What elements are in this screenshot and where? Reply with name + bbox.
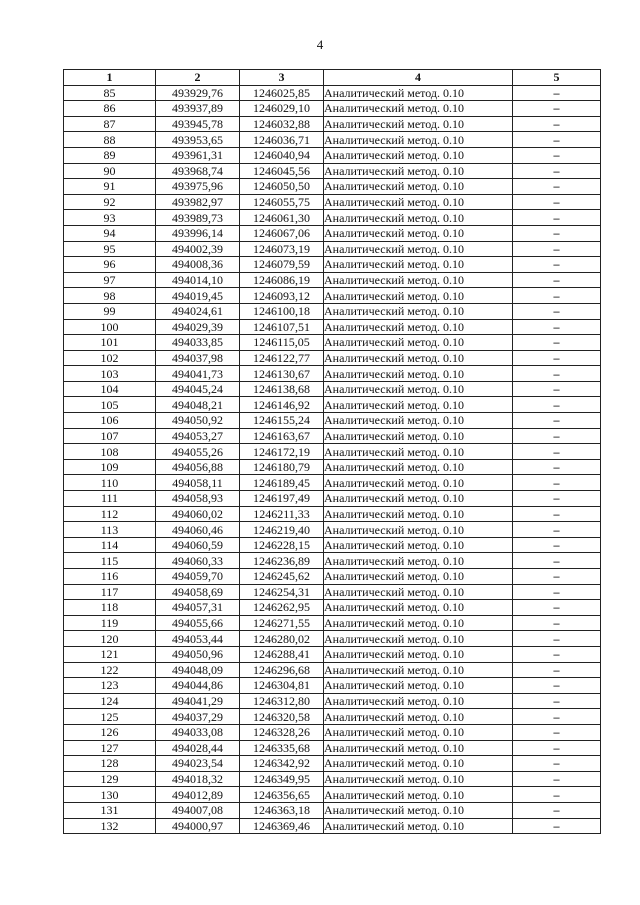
point-number-cell: 109 xyxy=(64,459,156,475)
table-body xyxy=(64,85,601,834)
y-coordinate-cell: 1246107,51 xyxy=(240,319,324,335)
x-coordinate-cell: 493945,78 xyxy=(156,116,240,132)
table-header-row xyxy=(64,70,601,86)
table-row xyxy=(64,600,601,616)
x-coordinate-cell: 494048,21 xyxy=(156,397,240,413)
dash-cell: – xyxy=(513,459,601,475)
y-coordinate-cell: 1246130,67 xyxy=(240,366,324,382)
method-cell: Аналитический метод. 0.10 xyxy=(324,194,513,210)
y-coordinate-cell: 1246254,31 xyxy=(240,584,324,600)
point-number-cell: 111 xyxy=(64,491,156,507)
x-coordinate-cell: 494055,26 xyxy=(156,444,240,460)
x-coordinate-cell: 494037,29 xyxy=(156,709,240,725)
point-number-cell: 127 xyxy=(64,740,156,756)
dash-cell: – xyxy=(513,522,601,538)
table-row xyxy=(64,132,601,148)
page-number: 4 xyxy=(316,37,324,52)
point-number-cell: 120 xyxy=(64,631,156,647)
y-coordinate-cell: 1246115,05 xyxy=(240,335,324,351)
dash-cell: – xyxy=(513,506,601,522)
method-cell: Аналитический метод. 0.10 xyxy=(324,428,513,444)
dash-cell: – xyxy=(513,631,601,647)
dash-cell: – xyxy=(513,147,601,163)
dash-cell: – xyxy=(513,210,601,226)
dash-cell: – xyxy=(513,537,601,553)
point-number-cell: 88 xyxy=(64,132,156,148)
table-row xyxy=(64,335,601,351)
point-number-cell: 106 xyxy=(64,413,156,429)
x-coordinate-cell: 494033,85 xyxy=(156,335,240,351)
method-cell: Аналитический метод. 0.10 xyxy=(324,724,513,740)
table-row xyxy=(64,459,601,475)
dash-cell: – xyxy=(513,709,601,725)
dash-cell: – xyxy=(513,444,601,460)
method-cell: Аналитический метод. 0.10 xyxy=(324,740,513,756)
x-coordinate-cell: 493996,14 xyxy=(156,225,240,241)
y-coordinate-cell: 1246050,50 xyxy=(240,179,324,195)
table-row xyxy=(64,257,601,273)
table-row xyxy=(64,147,601,163)
table-row xyxy=(64,241,601,257)
table-row xyxy=(64,210,601,226)
x-coordinate-cell: 493961,31 xyxy=(156,147,240,163)
table-row xyxy=(64,787,601,803)
x-coordinate-cell: 493968,74 xyxy=(156,163,240,179)
y-coordinate-cell: 1246036,71 xyxy=(240,132,324,148)
method-cell: Аналитический метод. 0.10 xyxy=(324,132,513,148)
x-coordinate-cell: 494048,09 xyxy=(156,662,240,678)
dash-cell: – xyxy=(513,85,601,101)
x-coordinate-cell: 493989,73 xyxy=(156,210,240,226)
y-coordinate-cell: 1246138,68 xyxy=(240,381,324,397)
table-row xyxy=(64,662,601,678)
column-header-5: 5 xyxy=(513,70,601,86)
method-cell: Аналитический метод. 0.10 xyxy=(324,646,513,662)
column-header-3: 3 xyxy=(240,70,324,86)
method-cell: Аналитический метод. 0.10 xyxy=(324,678,513,694)
point-number-cell: 125 xyxy=(64,709,156,725)
y-coordinate-cell: 1246040,94 xyxy=(240,147,324,163)
dash-cell: – xyxy=(513,225,601,241)
y-coordinate-cell: 1246122,77 xyxy=(240,350,324,366)
point-number-cell: 85 xyxy=(64,85,156,101)
y-coordinate-cell: 1246086,19 xyxy=(240,272,324,288)
dash-cell: – xyxy=(513,475,601,491)
y-coordinate-cell: 1246342,92 xyxy=(240,756,324,772)
dash-cell: – xyxy=(513,787,601,803)
table-row xyxy=(64,194,601,210)
x-coordinate-cell: 494050,96 xyxy=(156,646,240,662)
y-coordinate-cell: 1246189,45 xyxy=(240,475,324,491)
point-number-cell: 114 xyxy=(64,537,156,553)
y-coordinate-cell: 1246312,80 xyxy=(240,693,324,709)
table-row xyxy=(64,475,601,491)
method-cell: Аналитический метод. 0.10 xyxy=(324,257,513,273)
method-cell: Аналитический метод. 0.10 xyxy=(324,756,513,772)
method-cell: Аналитический метод. 0.10 xyxy=(324,475,513,491)
y-coordinate-cell: 1246029,10 xyxy=(240,101,324,117)
y-coordinate-cell: 1246093,12 xyxy=(240,288,324,304)
dash-cell: – xyxy=(513,740,601,756)
y-coordinate-cell: 1246236,89 xyxy=(240,553,324,569)
method-cell: Аналитический метод. 0.10 xyxy=(324,288,513,304)
point-number-cell: 118 xyxy=(64,600,156,616)
dash-cell: – xyxy=(513,132,601,148)
table-row xyxy=(64,101,601,117)
dash-cell: – xyxy=(513,257,601,273)
method-cell: Аналитический метод. 0.10 xyxy=(324,459,513,475)
dash-cell: – xyxy=(513,397,601,413)
method-cell: Аналитический метод. 0.10 xyxy=(324,210,513,226)
point-number-cell: 98 xyxy=(64,288,156,304)
point-number-cell: 95 xyxy=(64,241,156,257)
dash-cell: – xyxy=(513,194,601,210)
point-number-cell: 113 xyxy=(64,522,156,538)
table-row xyxy=(64,428,601,444)
dash-cell: – xyxy=(513,662,601,678)
point-number-cell: 115 xyxy=(64,553,156,569)
point-number-cell: 104 xyxy=(64,381,156,397)
method-cell: Аналитический метод. 0.10 xyxy=(324,413,513,429)
x-coordinate-cell: 494058,69 xyxy=(156,584,240,600)
method-cell: Аналитический метод. 0.10 xyxy=(324,491,513,507)
dash-cell: – xyxy=(513,241,601,257)
x-coordinate-cell: 494019,45 xyxy=(156,288,240,304)
method-cell: Аналитический метод. 0.10 xyxy=(324,397,513,413)
method-cell: Аналитический метод. 0.10 xyxy=(324,335,513,351)
point-number-cell: 91 xyxy=(64,179,156,195)
dash-cell: – xyxy=(513,818,601,834)
method-cell: Аналитический метод. 0.10 xyxy=(324,444,513,460)
method-cell: Аналитический метод. 0.10 xyxy=(324,537,513,553)
method-cell: Аналитический метод. 0.10 xyxy=(324,303,513,319)
dash-cell: – xyxy=(513,600,601,616)
table-row xyxy=(64,350,601,366)
column-header-1: 1 xyxy=(64,70,156,86)
dash-cell: – xyxy=(513,771,601,787)
dash-cell: – xyxy=(513,678,601,694)
method-cell: Аналитический метод. 0.10 xyxy=(324,771,513,787)
table-row xyxy=(64,163,601,179)
y-coordinate-cell: 1246304,81 xyxy=(240,678,324,694)
table-row xyxy=(64,272,601,288)
y-coordinate-cell: 1246328,26 xyxy=(240,724,324,740)
point-number-cell: 124 xyxy=(64,693,156,709)
y-coordinate-cell: 1246197,49 xyxy=(240,491,324,507)
y-coordinate-cell: 1246228,15 xyxy=(240,537,324,553)
y-coordinate-cell: 1246211,33 xyxy=(240,506,324,522)
x-coordinate-cell: 494045,24 xyxy=(156,381,240,397)
x-coordinate-cell: 494041,29 xyxy=(156,693,240,709)
table-row xyxy=(64,319,601,335)
dash-cell: – xyxy=(513,350,601,366)
point-number-cell: 92 xyxy=(64,194,156,210)
dash-cell: – xyxy=(513,584,601,600)
point-number-cell: 107 xyxy=(64,428,156,444)
table-row xyxy=(64,724,601,740)
dash-cell: – xyxy=(513,724,601,740)
point-number-cell: 123 xyxy=(64,678,156,694)
dash-cell: – xyxy=(513,179,601,195)
method-cell: Аналитический метод. 0.10 xyxy=(324,615,513,631)
y-coordinate-cell: 1246356,65 xyxy=(240,787,324,803)
point-number-cell: 96 xyxy=(64,257,156,273)
x-coordinate-cell: 493937,89 xyxy=(156,101,240,117)
table-row xyxy=(64,740,601,756)
table-row xyxy=(64,506,601,522)
x-coordinate-cell: 494050,92 xyxy=(156,413,240,429)
dash-cell: – xyxy=(513,381,601,397)
point-number-cell: 128 xyxy=(64,756,156,772)
table-row xyxy=(64,381,601,397)
table-row xyxy=(64,537,601,553)
table-row xyxy=(64,397,601,413)
x-coordinate-cell: 494059,70 xyxy=(156,569,240,585)
dash-cell: – xyxy=(513,335,601,351)
dash-cell: – xyxy=(513,569,601,585)
method-cell: Аналитический метод. 0.10 xyxy=(324,116,513,132)
table-row xyxy=(64,569,601,585)
table-row xyxy=(64,693,601,709)
method-cell: Аналитический метод. 0.10 xyxy=(324,553,513,569)
method-cell: Аналитический метод. 0.10 xyxy=(324,225,513,241)
method-cell: Аналитический метод. 0.10 xyxy=(324,506,513,522)
point-number-cell: 121 xyxy=(64,646,156,662)
method-cell: Аналитический метод. 0.10 xyxy=(324,350,513,366)
table-row xyxy=(64,366,601,382)
method-cell: Аналитический метод. 0.10 xyxy=(324,569,513,585)
method-cell: Аналитический метод. 0.10 xyxy=(324,272,513,288)
point-number-cell: 132 xyxy=(64,818,156,834)
table-row xyxy=(64,522,601,538)
table-row xyxy=(64,584,601,600)
x-coordinate-cell: 494060,59 xyxy=(156,537,240,553)
dash-cell: – xyxy=(513,428,601,444)
column-header-4: 4 xyxy=(324,70,513,86)
x-coordinate-cell: 494012,89 xyxy=(156,787,240,803)
table-row xyxy=(64,631,601,647)
point-number-cell: 105 xyxy=(64,397,156,413)
x-coordinate-cell: 494044,86 xyxy=(156,678,240,694)
table-row xyxy=(64,444,601,460)
point-number-cell: 116 xyxy=(64,569,156,585)
y-coordinate-cell: 1246045,56 xyxy=(240,163,324,179)
method-cell: Аналитический метод. 0.10 xyxy=(324,693,513,709)
column-header-2: 2 xyxy=(156,70,240,86)
x-coordinate-cell: 493975,96 xyxy=(156,179,240,195)
x-coordinate-cell: 494028,44 xyxy=(156,740,240,756)
method-cell: Аналитический метод. 0.10 xyxy=(324,662,513,678)
point-number-cell: 97 xyxy=(64,272,156,288)
y-coordinate-cell: 1246262,95 xyxy=(240,600,324,616)
x-coordinate-cell: 494018,32 xyxy=(156,771,240,787)
point-number-cell: 126 xyxy=(64,724,156,740)
y-coordinate-cell: 1246032,88 xyxy=(240,116,324,132)
method-cell: Аналитический метод. 0.10 xyxy=(324,802,513,818)
point-number-cell: 119 xyxy=(64,615,156,631)
table-row xyxy=(64,491,601,507)
x-coordinate-cell: 494008,36 xyxy=(156,257,240,273)
x-coordinate-cell: 494014,10 xyxy=(156,272,240,288)
table-row xyxy=(64,85,601,101)
point-number-cell: 93 xyxy=(64,210,156,226)
y-coordinate-cell: 1246296,68 xyxy=(240,662,324,678)
y-coordinate-cell: 1246061,30 xyxy=(240,210,324,226)
y-coordinate-cell: 1246349,95 xyxy=(240,771,324,787)
point-number-cell: 131 xyxy=(64,802,156,818)
point-number-cell: 101 xyxy=(64,335,156,351)
x-coordinate-cell: 494023,54 xyxy=(156,756,240,772)
y-coordinate-cell: 1246100,18 xyxy=(240,303,324,319)
table-row xyxy=(64,553,601,569)
y-coordinate-cell: 1246363,18 xyxy=(240,802,324,818)
y-coordinate-cell: 1246288,41 xyxy=(240,646,324,662)
y-coordinate-cell: 1246163,67 xyxy=(240,428,324,444)
table-row xyxy=(64,413,601,429)
point-number-cell: 122 xyxy=(64,662,156,678)
point-number-cell: 102 xyxy=(64,350,156,366)
y-coordinate-cell: 1246025,85 xyxy=(240,85,324,101)
table-row xyxy=(64,179,601,195)
y-coordinate-cell: 1246219,40 xyxy=(240,522,324,538)
point-number-cell: 94 xyxy=(64,225,156,241)
y-coordinate-cell: 1246180,79 xyxy=(240,459,324,475)
y-coordinate-cell: 1246271,55 xyxy=(240,615,324,631)
point-number-cell: 99 xyxy=(64,303,156,319)
method-cell: Аналитический метод. 0.10 xyxy=(324,522,513,538)
x-coordinate-cell: 494058,93 xyxy=(156,491,240,507)
y-coordinate-cell: 1246146,92 xyxy=(240,397,324,413)
dash-cell: – xyxy=(513,413,601,429)
x-coordinate-cell: 494058,11 xyxy=(156,475,240,491)
x-coordinate-cell: 494037,98 xyxy=(156,350,240,366)
y-coordinate-cell: 1246155,24 xyxy=(240,413,324,429)
y-coordinate-cell: 1246073,19 xyxy=(240,241,324,257)
table-row xyxy=(64,709,601,725)
point-number-cell: 110 xyxy=(64,475,156,491)
dash-cell: – xyxy=(513,101,601,117)
table-row xyxy=(64,116,601,132)
dash-cell: – xyxy=(513,116,601,132)
dash-cell: – xyxy=(513,756,601,772)
table-row xyxy=(64,615,601,631)
method-cell: Аналитический метод. 0.10 xyxy=(324,147,513,163)
point-number-cell: 90 xyxy=(64,163,156,179)
dash-cell: – xyxy=(513,646,601,662)
method-cell: Аналитический метод. 0.10 xyxy=(324,241,513,257)
x-coordinate-cell: 493953,65 xyxy=(156,132,240,148)
dash-cell: – xyxy=(513,319,601,335)
dash-cell: – xyxy=(513,366,601,382)
point-number-cell: 129 xyxy=(64,771,156,787)
x-coordinate-cell: 494057,31 xyxy=(156,600,240,616)
y-coordinate-cell: 1246320,58 xyxy=(240,709,324,725)
method-cell: Аналитический метод. 0.10 xyxy=(324,179,513,195)
y-coordinate-cell: 1246280,02 xyxy=(240,631,324,647)
x-coordinate-cell: 494055,66 xyxy=(156,615,240,631)
dash-cell: – xyxy=(513,303,601,319)
dash-cell: – xyxy=(513,615,601,631)
point-number-cell: 112 xyxy=(64,506,156,522)
y-coordinate-cell: 1246245,62 xyxy=(240,569,324,585)
point-number-cell: 108 xyxy=(64,444,156,460)
dash-cell: – xyxy=(513,693,601,709)
table-row xyxy=(64,678,601,694)
table-row xyxy=(64,771,601,787)
method-cell: Аналитический метод. 0.10 xyxy=(324,101,513,117)
method-cell: Аналитический метод. 0.10 xyxy=(324,366,513,382)
point-number-cell: 130 xyxy=(64,787,156,803)
method-cell: Аналитический метод. 0.10 xyxy=(324,163,513,179)
x-coordinate-cell: 494007,08 xyxy=(156,802,240,818)
method-cell: Аналитический метод. 0.10 xyxy=(324,818,513,834)
coordinates-table xyxy=(63,69,601,834)
x-coordinate-cell: 494024,61 xyxy=(156,303,240,319)
method-cell: Аналитический метод. 0.10 xyxy=(324,584,513,600)
y-coordinate-cell: 1246335,68 xyxy=(240,740,324,756)
method-cell: Аналитический метод. 0.10 xyxy=(324,600,513,616)
x-coordinate-cell: 494033,08 xyxy=(156,724,240,740)
method-cell: Аналитический метод. 0.10 xyxy=(324,319,513,335)
x-coordinate-cell: 493929,76 xyxy=(156,85,240,101)
table-row xyxy=(64,303,601,319)
y-coordinate-cell: 1246055,75 xyxy=(240,194,324,210)
x-coordinate-cell: 494041,73 xyxy=(156,366,240,382)
method-cell: Аналитический метод. 0.10 xyxy=(324,85,513,101)
dash-cell: – xyxy=(513,288,601,304)
x-coordinate-cell: 494060,02 xyxy=(156,506,240,522)
y-coordinate-cell: 1246369,46 xyxy=(240,818,324,834)
x-coordinate-cell: 494056,88 xyxy=(156,459,240,475)
x-coordinate-cell: 494060,46 xyxy=(156,522,240,538)
table-row xyxy=(64,225,601,241)
x-coordinate-cell: 494053,27 xyxy=(156,428,240,444)
point-number-cell: 103 xyxy=(64,366,156,382)
x-coordinate-cell: 494060,33 xyxy=(156,553,240,569)
table-row xyxy=(64,756,601,772)
method-cell: Аналитический метод. 0.10 xyxy=(324,787,513,803)
method-cell: Аналитический метод. 0.10 xyxy=(324,631,513,647)
y-coordinate-cell: 1246079,59 xyxy=(240,257,324,273)
dash-cell: – xyxy=(513,491,601,507)
x-coordinate-cell: 494053,44 xyxy=(156,631,240,647)
point-number-cell: 100 xyxy=(64,319,156,335)
dash-cell: – xyxy=(513,272,601,288)
point-number-cell: 117 xyxy=(64,584,156,600)
dash-cell: – xyxy=(513,163,601,179)
y-coordinate-cell: 1246172,19 xyxy=(240,444,324,460)
dash-cell: – xyxy=(513,553,601,569)
x-coordinate-cell: 493982,97 xyxy=(156,194,240,210)
x-coordinate-cell: 494002,39 xyxy=(156,241,240,257)
x-coordinate-cell: 494000,97 xyxy=(156,818,240,834)
method-cell: Аналитический метод. 0.10 xyxy=(324,709,513,725)
table-row xyxy=(64,802,601,818)
point-number-cell: 89 xyxy=(64,147,156,163)
table-row xyxy=(64,646,601,662)
table-row xyxy=(64,818,601,834)
point-number-cell: 87 xyxy=(64,116,156,132)
table-row xyxy=(64,288,601,304)
y-coordinate-cell: 1246067,06 xyxy=(240,225,324,241)
point-number-cell: 86 xyxy=(64,101,156,117)
method-cell: Аналитический метод. 0.10 xyxy=(324,381,513,397)
dash-cell: – xyxy=(513,802,601,818)
x-coordinate-cell: 494029,39 xyxy=(156,319,240,335)
